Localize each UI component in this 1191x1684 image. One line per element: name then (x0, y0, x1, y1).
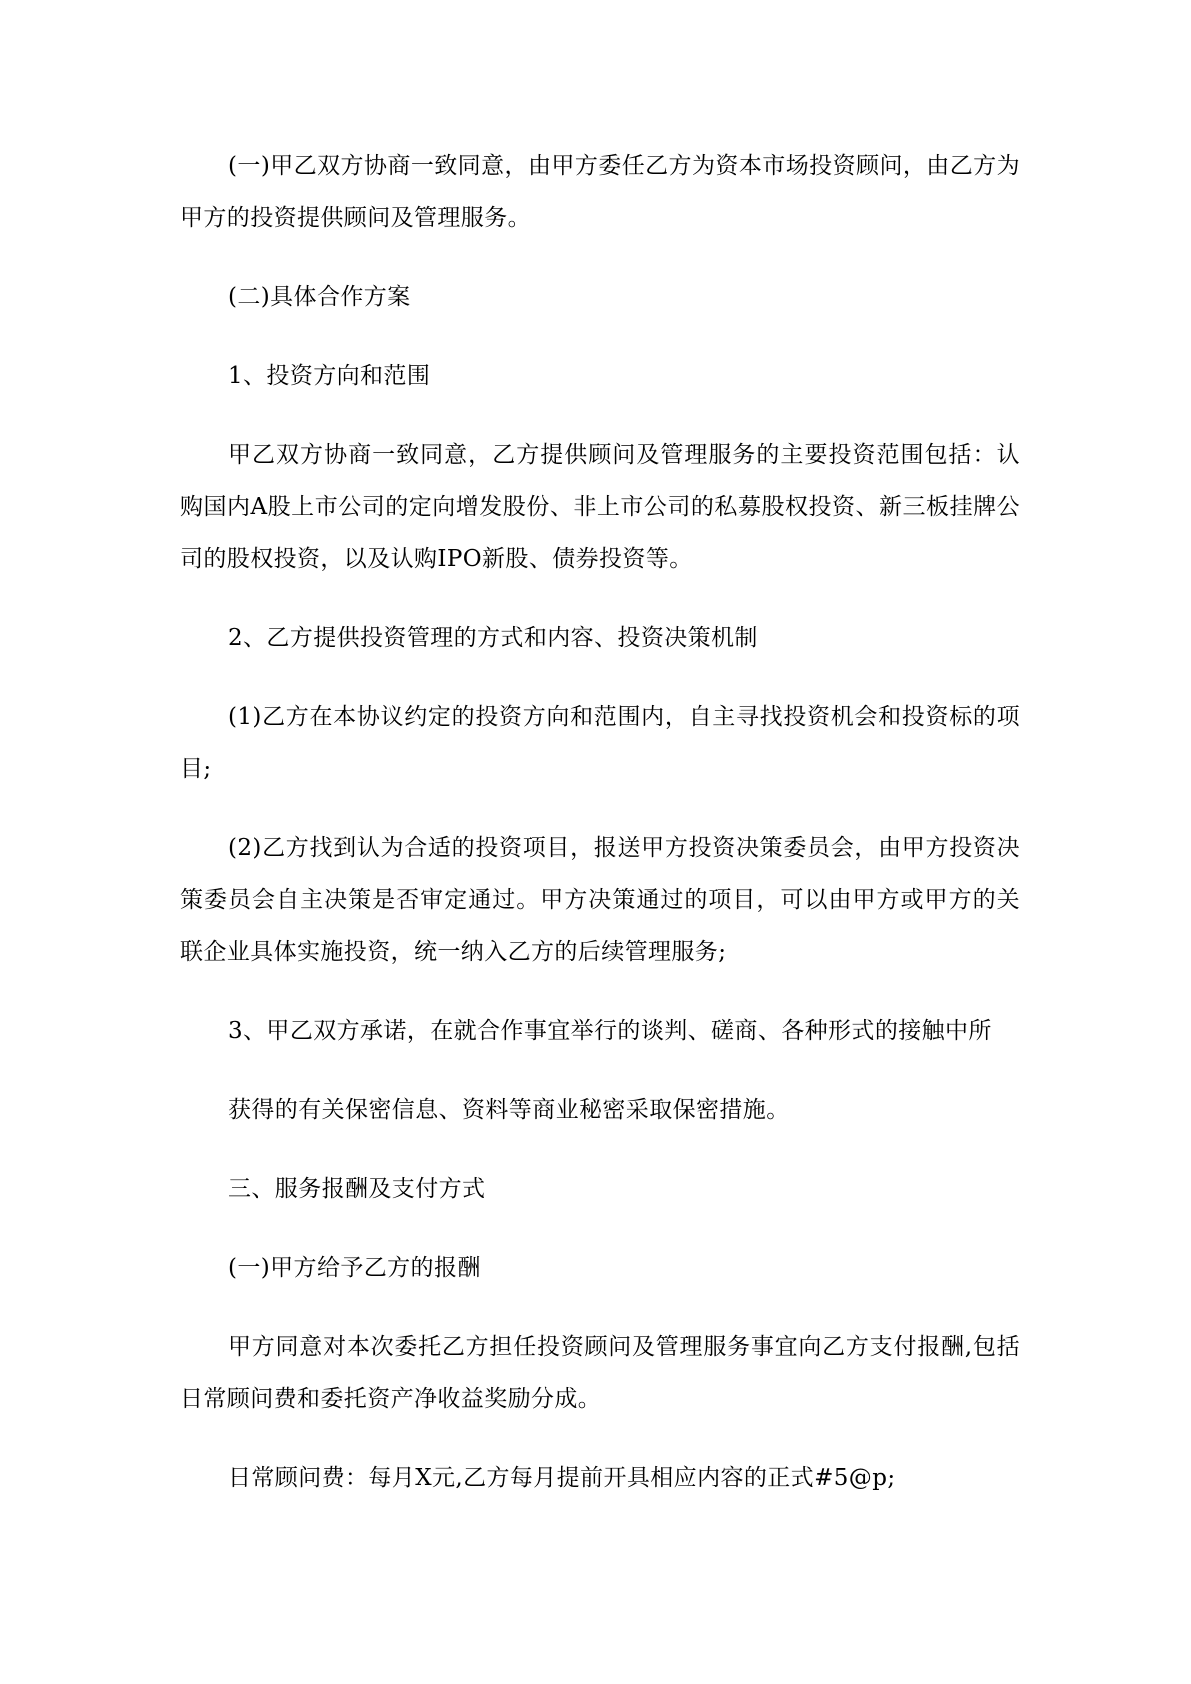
heading-party-a-payment: (一)甲方给予乙方的报酬 (228, 1255, 481, 1281)
paragraph-investment-scope: 甲乙双方协商一致同意，乙方提供顾问及管理服务的主要投资范围包括：认购国内A股上市公司的定向增发股份、非上市公司的私募股权投资、新三板挂牌公司的股权投资，以及认购IPO新股、债券投资等。 (180, 442, 1020, 572)
paragraph-confidentiality-continued: 获得的有关保密信息、资料等商业秘密采取保密措施。 (228, 1097, 790, 1123)
paragraph-daily-fee: 日常顾问费：每月X元,乙方每月提前开具相应内容的正式#5@p; (228, 1465, 896, 1491)
heading-management-mechanism: 2、乙方提供投资管理的方式和内容、投资决策机制 (228, 625, 758, 651)
paragraph-item-1: (1)乙方在本协议约定的投资方向和范围内，自主寻找投资机会和投资标的项目; (180, 704, 1020, 782)
paragraph-item-2: (2)乙方找到认为合适的投资项目，报送甲方投资决策委员会，由甲方投资决策委员会自主决策是否审定通过。甲方决策通过的项目，可以由甲方或甲方的关联企业具体实施投资，统一纳入乙方的后续管理服务; (180, 835, 1020, 965)
heading-remuneration: 三、服务报酬及支付方式 (228, 1176, 486, 1202)
document-body (180, 140, 1020, 1531)
paragraph-delegation: (一)甲乙双方协商一致同意，由甲方委任乙方为资本市场投资顾问，由乙方为甲方的投资提供顾问及管理服务。 (180, 153, 1020, 231)
heading-investment-scope: 1、投资方向和范围 (228, 363, 431, 389)
paragraph-remuneration-terms: 甲方同意对本次委托乙方担任投资顾问及管理服务事宜向乙方支付报酬,包括日常顾问费和委托资产净收益奖励分成。 (180, 1334, 1020, 1412)
paragraph-confidentiality: 3、甲乙双方承诺，在就合作事宜举行的谈判、磋商、各种形式的接触中所 (228, 1018, 992, 1044)
heading-cooperation-plan: (二)具体合作方案 (228, 284, 411, 310)
